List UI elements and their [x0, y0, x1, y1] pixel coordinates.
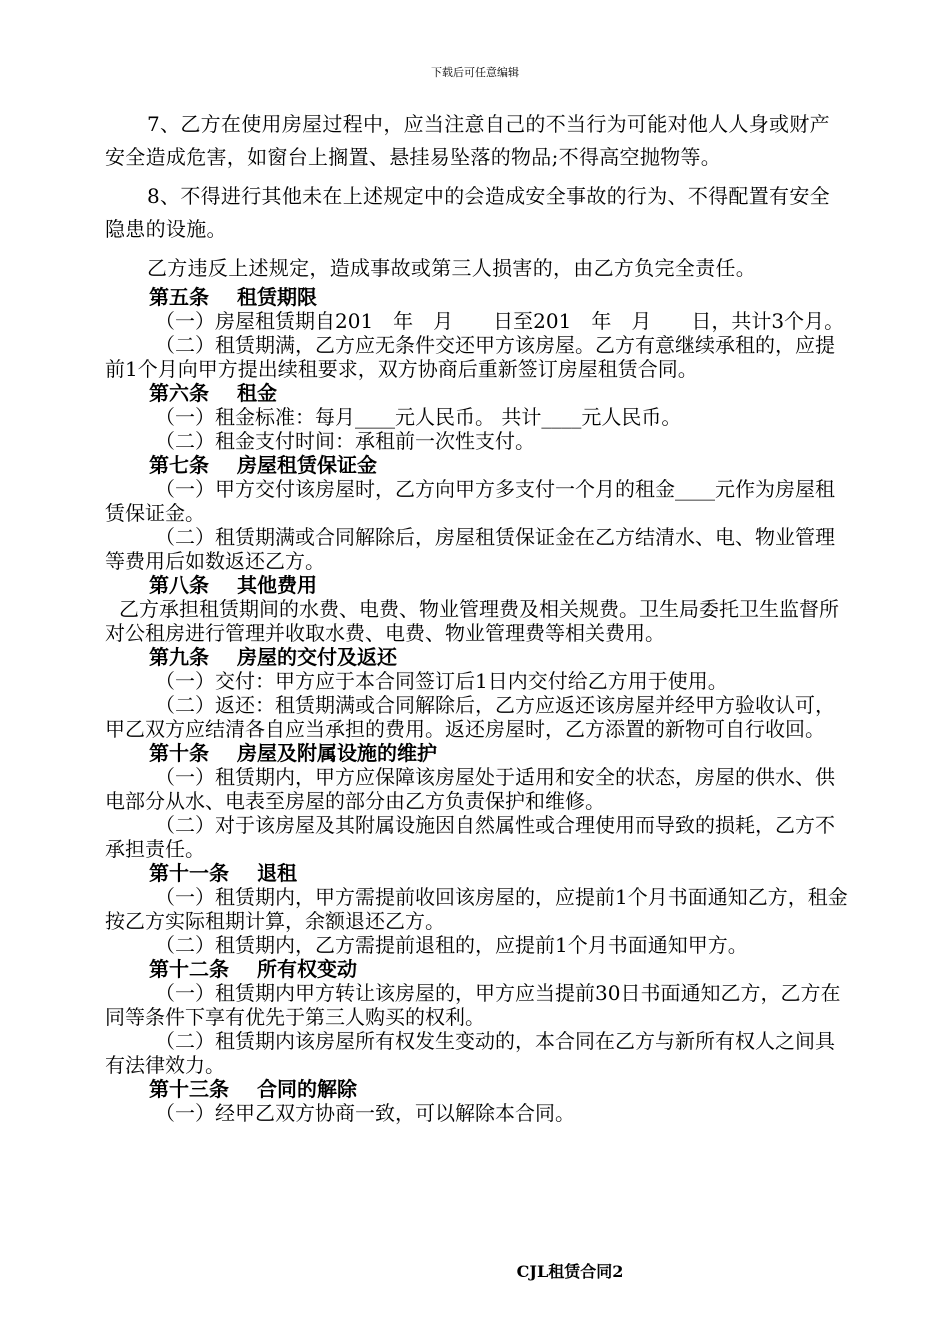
clause-item: （二）租赁期内，乙方需提前退租的，应提前1个月书面通知甲方。 [155, 933, 748, 957]
section-heading [105, 381, 850, 405]
section-heading [105, 285, 850, 309]
section-heading [105, 645, 850, 669]
section-number: 第十条 [149, 741, 209, 765]
clause-item: （一）甲方交付该房屋时，乙方向甲方多支付一个月的租金____元作为房屋租赁保证金。 [105, 477, 835, 525]
clause-item: （二）返还：租赁期满或合同解除后，乙方应返还该房屋并经甲方验收认可，甲乙双方应结清各自应当承担的费用。返还房屋时，乙方添置的新物可自行收回。 [105, 693, 835, 741]
clause-item: （二）租金支付时间：承租前一次性支付。 [155, 429, 535, 453]
clause-item: （一）租赁期内，甲方需提前收回该房屋的，应提前1个月书面通知乙方，租金按乙方实际租期计算，余额退还乙方。 [105, 885, 848, 933]
section-number: 第九条 [149, 645, 209, 669]
section-title: 租金 [237, 381, 277, 405]
section-title: 其他费用 [237, 573, 317, 597]
clause-item: （一）租金标准：每月____元人民币。 共计____元人民币。 [155, 405, 682, 429]
section-title: 退租 [257, 861, 297, 885]
clause-item: （一）租赁期内甲方转让该房屋的，甲方应当提前30日书面通知乙方，乙方在同等条件下享有优先于第三人购买的权利。 [105, 981, 841, 1029]
clause-item: （二）租赁期内该房屋所有权发生变动的，本合同在乙方与新所有权人之间具有法律效力。 [105, 1029, 835, 1077]
page-footer: CJL租赁合同2 [516, 1262, 624, 1281]
paragraph-item-8: 8、不得进行其他未在上述规定中的会造成安全事故的行为、不得配置有安全隐患的设施。 [105, 184, 830, 241]
section-number: 第五条 [149, 285, 209, 309]
page-header: 下载后可任意编辑 [431, 66, 519, 79]
section-number: 第八条 [149, 573, 209, 597]
section-title: 所有权变动 [257, 957, 357, 981]
section-title: 房屋及附属设施的维护 [237, 741, 437, 765]
section-number: 第七条 [149, 453, 209, 477]
section-heading [105, 573, 850, 597]
paragraph-liability: 乙方违反上述规定，造成事故或第三人损害的，由乙方负完全责任。 [147, 256, 756, 280]
section-number: 第十三条 [149, 1077, 229, 1101]
section-number: 第十二条 [149, 957, 229, 981]
document-body [105, 108, 850, 1125]
clause-item: （一）经甲乙双方协商一致，可以解除本合同。 [155, 1101, 575, 1125]
clause-item: （二）租赁期满或合同解除后，房屋租赁保证金在乙方结清水、电、物业管理等费用后如数返还乙方。 [105, 525, 835, 573]
section-title: 合同的解除 [257, 1077, 357, 1101]
section-title: 租赁期限 [237, 285, 317, 309]
section-title: 房屋的交付及返还 [237, 645, 397, 669]
clause-item: 乙方承担租赁期间的水费、电费、物业管理费及相关规费。卫生局委托卫生监督所对公租房进行管理并收取水费、电费、物业管理费等相关费用。 [105, 597, 839, 645]
clause-item: （一）租赁期内，甲方应保障该房屋处于适用和安全的状态，房屋的供水、供电部分从水、电表至房屋的部分由乙方负责保护和维修。 [105, 765, 835, 813]
section-number: 第十一条 [149, 861, 229, 885]
section-heading [105, 453, 850, 477]
clause-item: （二）对于该房屋及其附属设施因自然属性或合理使用而导致的损耗，乙方不承担责任。 [105, 813, 835, 861]
section-heading [105, 861, 850, 885]
paragraph-item-7: 7、乙方在使用房屋过程中，应当注意自己的不当行为可能对他人人身或财产安全造成危害，如窗台上搁置、悬挂易坠落的物品;不得高空抛物等。 [105, 112, 830, 169]
clause-item: （一）交付：甲方应于本合同签订后1日内交付给乙方用于使用。 [155, 669, 728, 693]
section-heading [105, 957, 850, 981]
section-title: 房屋租赁保证金 [237, 453, 377, 477]
section-heading [105, 741, 850, 765]
clause-item: （一）房屋租赁期自201 年 月 日至201 年 月 日，共计3个月。 [155, 309, 845, 333]
section-number: 第六条 [149, 381, 209, 405]
section-heading [105, 1077, 850, 1101]
sections-container [105, 285, 850, 1125]
clause-item: （二）租赁期满，乙方应无条件交还甲方该房屋。乙方有意继续承租的，应提前1个月向甲方提出续租要求，双方协商后重新签订房屋租赁合同。 [105, 333, 835, 381]
